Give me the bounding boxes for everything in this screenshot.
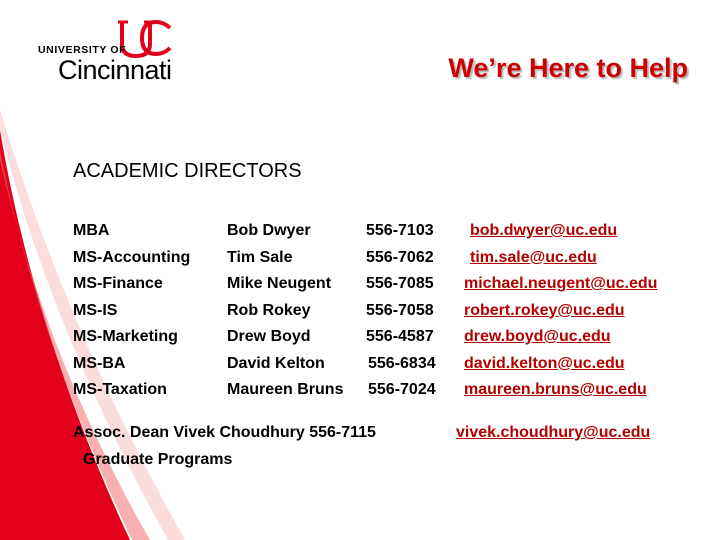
director-phone: 556-7024 xyxy=(368,381,436,398)
director-name: Bob Dwyer xyxy=(227,222,311,239)
director-phone: 556-7062 xyxy=(366,248,434,266)
director-email-link[interactable]: tim.sale@uc.edu xyxy=(470,248,597,266)
director-phone: 556-7085 xyxy=(366,275,434,292)
director-name: Tim Sale xyxy=(227,248,293,266)
university-logo xyxy=(38,18,180,88)
director-email-link[interactable]: drew.boyd@uc.edu xyxy=(464,328,611,345)
program-label: MS-IS xyxy=(73,301,118,319)
director-name: Mike Neugent xyxy=(227,275,332,292)
page-title: We’re Here to Help xyxy=(448,53,688,83)
phone-column xyxy=(366,218,436,404)
program-label: MS-Taxation xyxy=(73,381,167,398)
director-name: Maureen Bruns xyxy=(227,381,344,398)
director-email-link[interactable]: david.kelton@uc.edu xyxy=(464,354,625,372)
director-phone: 556-7058 xyxy=(366,301,434,319)
director-email-link[interactable]: robert.rokey@uc.edu xyxy=(464,301,625,319)
section-heading: ACADEMIC DIRECTORS xyxy=(73,160,302,182)
director-email-link[interactable]: maureen.bruns@uc.edu xyxy=(464,381,647,398)
director-phone: 556-4587 xyxy=(366,328,434,345)
logo-cincinnati: Cincinnati xyxy=(58,55,172,85)
director-name-column xyxy=(227,218,343,404)
program-label: MS-Accounting xyxy=(73,248,191,266)
director-name: Drew Boyd xyxy=(227,328,311,345)
logo-university-of: UNIVERSITY OF xyxy=(38,44,127,56)
email-column xyxy=(464,218,657,404)
director-phone: 556-7103 xyxy=(366,222,434,239)
dean-line: Assoc. Dean Vivek Choudhury 556-7115 xyxy=(73,424,376,441)
program-label: MBA xyxy=(73,222,110,239)
director-email-link[interactable]: michael.neugent@uc.edu xyxy=(464,275,658,292)
program-label: MS-Marketing xyxy=(73,328,178,345)
director-email-link[interactable]: bob.dwyer@uc.edu xyxy=(470,222,618,239)
director-name: David Kelton xyxy=(227,354,325,372)
program-label: MS-Finance xyxy=(73,275,163,292)
dean-subtitle: Graduate Programs xyxy=(83,451,233,468)
director-name: Rob Rokey xyxy=(227,301,311,319)
program-column xyxy=(73,218,190,404)
director-phone: 556-6834 xyxy=(368,354,436,372)
program-label: MS-BA xyxy=(73,354,126,372)
dean-email-link[interactable]: vivek.choudhury@uc.edu xyxy=(456,424,651,441)
